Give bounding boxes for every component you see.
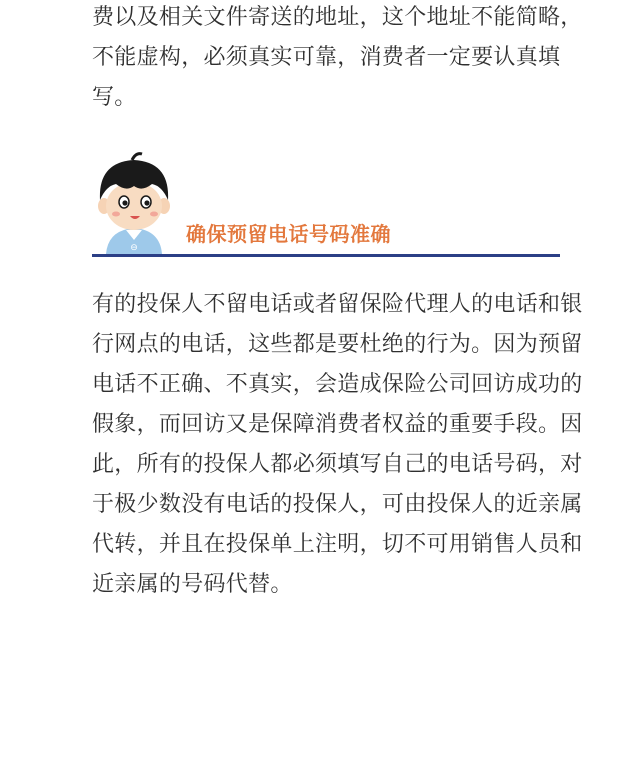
svg-text:⊖: ⊖: [130, 243, 138, 253]
section-divider: [92, 254, 560, 257]
intro-line: 写。: [92, 85, 137, 110]
intro-line: 费以及相关文件寄送的地址，这个地址不能简略，: [92, 5, 583, 30]
section-header: [92, 150, 560, 258]
body-line: 有的投保人不留电话或者留保险代理人的电话和银: [92, 292, 583, 317]
body-line: 于极少数没有电话的投保人，可由投保人的近亲属: [92, 492, 583, 517]
section-title: 确保预留电话号码准确: [186, 222, 391, 246]
body-line: 此，所有的投保人都必须填写自己的电话号码，对: [92, 452, 583, 477]
intro-line: 不能虚构，必须真实可靠，消费者一定要认真填: [92, 45, 561, 70]
body-line: 代转，并且在投保单上注明，切不可用销售人员和: [92, 532, 583, 557]
body-line: 近亲属的号码代替。: [92, 572, 293, 597]
cartoon-boy-icon: [92, 150, 176, 254]
body-line: 假象，而回访又是保障消费者权益的重要手段。因: [92, 412, 583, 437]
intro-paragraph: [92, 0, 583, 118]
body-line: 行网点的电话，这些都是要杜绝的行为。因为预留: [92, 332, 583, 357]
body-paragraph: [92, 285, 583, 605]
body-line: 电话不正确、不真实，会造成保险公司回访成功的: [92, 372, 583, 397]
